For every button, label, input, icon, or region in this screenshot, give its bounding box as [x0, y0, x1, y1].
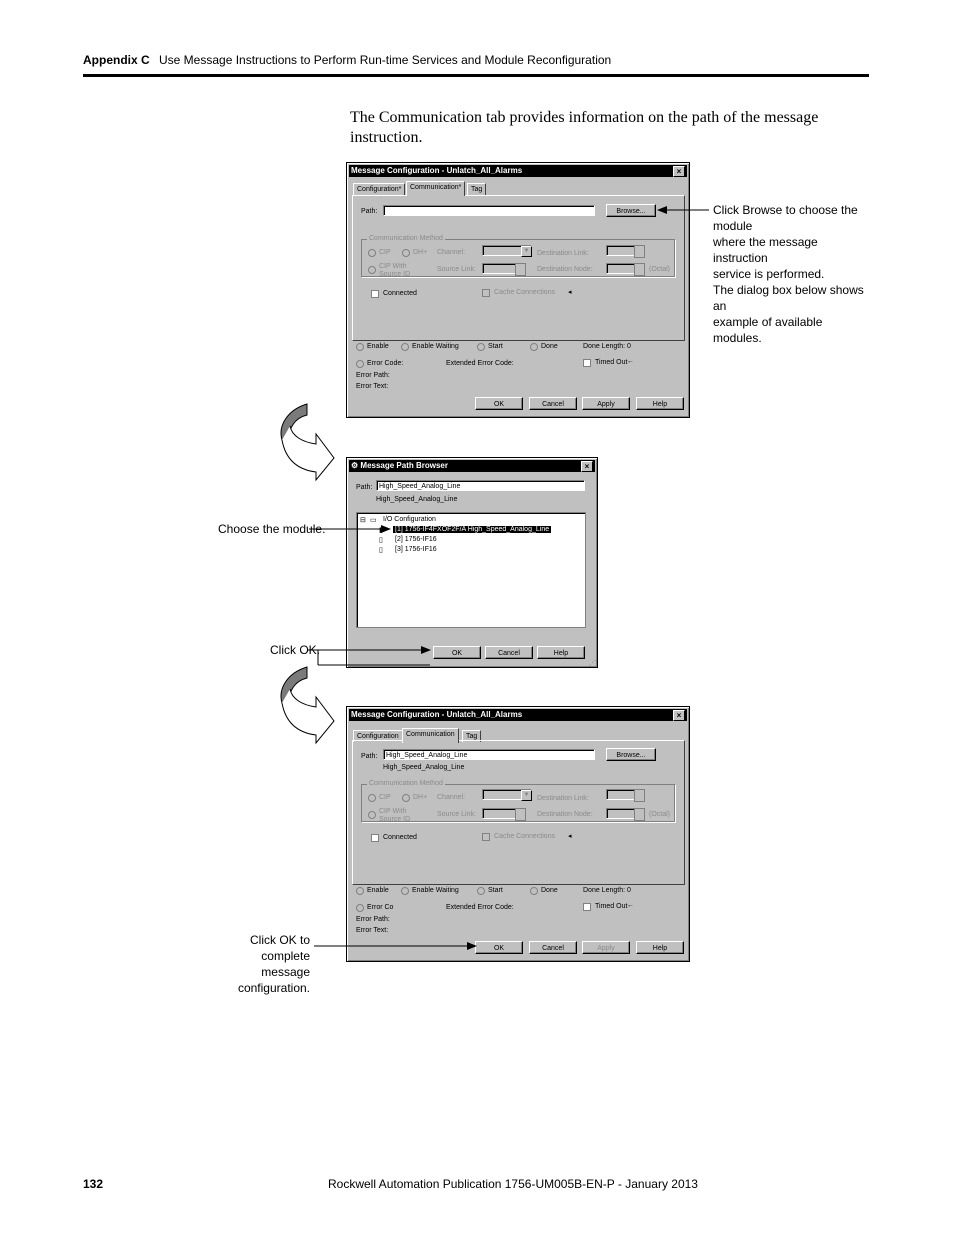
connected-label: Connected [383, 834, 417, 841]
chapter-title: Use Message Instructions to Perform Run-time Services and Module Reconfiguration [159, 53, 612, 67]
apply-button[interactable]: Apply [582, 941, 630, 954]
dhplus-label: DH+ [413, 249, 428, 256]
done-length-label: Done Length: 0 [583, 343, 631, 350]
cancel-button[interactable]: Cancel [529, 941, 577, 954]
module-icon: ▯ [379, 537, 383, 544]
cache-connections-label: Cache Connections [494, 833, 556, 840]
tab-configuration[interactable]: Configuration* [353, 183, 405, 195]
extended-error-label: Extended Error Code: [446, 360, 514, 367]
timed-out-label: Timed Out [595, 359, 628, 366]
error-path-label: Error Path: [356, 372, 390, 379]
tree-node-module-2[interactable]: [2] 1756-IF16 [395, 536, 437, 543]
communication-method-label: Communication Method [369, 235, 443, 242]
chevron-down-icon[interactable]: ▼ [521, 790, 532, 801]
close-icon[interactable]: × [673, 166, 685, 177]
communication-method-label: Communication Method [369, 780, 443, 787]
resize-grip-icon[interactable]: ⋰ [589, 660, 596, 667]
apply-button[interactable]: Apply [582, 397, 630, 410]
ok-button[interactable]: OK [475, 941, 523, 954]
done-label: Done [541, 887, 558, 894]
callout-line: example of available modules. [713, 315, 823, 345]
enable-label: Enable [367, 343, 389, 350]
start-label: Start [488, 887, 503, 894]
tab-communication[interactable]: Communication [402, 728, 459, 743]
path-input[interactable]: High_Speed_Analog_Line [376, 480, 585, 491]
arrow-left-icon: ◂ [568, 289, 572, 296]
flow-arrow-icon [281, 404, 334, 480]
callout-line: message configuration. [237, 965, 310, 995]
cip-label: CIP [379, 794, 391, 801]
channel-label: Channel: [437, 249, 466, 256]
module-icon: ▮ [379, 527, 383, 534]
choose-module-callout: Choose the module. [218, 522, 326, 536]
ok-button[interactable]: OK [433, 646, 481, 659]
callout-line: Click Browse to choose the module [713, 203, 858, 233]
source-link-label: Source Link: [437, 266, 476, 273]
close-icon[interactable]: × [673, 710, 685, 721]
tab-tag[interactable]: Tag [462, 730, 481, 742]
dhplus-label: DH+ [413, 794, 428, 801]
callout-line: where the message instruction [713, 235, 818, 265]
intro-paragraph: The Communication tab provides information on the path of the message instruction. [350, 109, 819, 146]
click-ok-callout: Click OK. [270, 643, 321, 657]
arrow-left-icon: ← [627, 358, 634, 365]
help-button[interactable]: Help [636, 941, 684, 954]
dialog-title: Message Configuration - Unlatch_All_Alarms [351, 166, 523, 175]
arrow-left-icon: ← [627, 902, 634, 909]
publication-info: Rockwell Automation Publication 1756-UM005B-EN-P - January 2013 [328, 1177, 698, 1191]
cip-label: CIP [379, 249, 391, 256]
octal-label: (Octal) [649, 266, 670, 273]
tree-node-module-3[interactable]: [3] 1756-IF16 [395, 546, 437, 553]
cache-connections-label: Cache Connections [494, 289, 556, 296]
dialog-title: Message Path Browser [360, 461, 448, 470]
error-code-label: Error Co [367, 904, 394, 911]
path-resolved-label: High_Speed_Analog_Line [383, 764, 465, 771]
path-label: Path: [361, 753, 378, 760]
browse-button[interactable]: Browse... [606, 204, 656, 217]
tree-collapse-icon[interactable]: ⊟ [360, 517, 366, 524]
tree-node-io-configuration[interactable]: I/O Configuration [383, 516, 436, 523]
app-icon: ⚙ [351, 461, 361, 470]
tab-tag[interactable]: Tag [467, 183, 486, 195]
tab-communication[interactable]: Communication* [406, 181, 465, 196]
cip-source-label: CIP With Source ID [379, 808, 411, 823]
ok-button[interactable]: OK [475, 397, 523, 410]
page-number: 132 [83, 1177, 104, 1191]
callout-line: Click OK to complete [249, 933, 310, 963]
tree-node-module-1[interactable]: [1] 1756-IF4FXOF2F/A High_Speed_Analog_Line [395, 526, 550, 533]
octal-label: (Octal) [649, 811, 670, 818]
error-text-label: Error Text: [356, 383, 389, 390]
appendix-label: Appendix C [83, 53, 150, 67]
path-input[interactable]: High_Speed_Analog_Line [383, 749, 595, 760]
destination-link-label: Destination Link: [537, 795, 589, 802]
help-button[interactable]: Help [537, 646, 585, 659]
extended-error-label: Extended Error Code: [446, 904, 514, 911]
flow-arrow-icon [281, 667, 334, 743]
close-icon[interactable]: × [581, 461, 593, 472]
done-length-label: Done Length: 0 [583, 887, 631, 894]
path-label: Path: [361, 208, 378, 215]
module-icon: ▯ [379, 547, 383, 554]
help-button[interactable]: Help [636, 397, 684, 410]
channel-label: Channel: [437, 794, 466, 801]
error-text-label: Error Text: [356, 927, 389, 934]
timed-out-label: Timed Out [595, 903, 628, 910]
callout-line: The dialog box below shows an [713, 283, 864, 313]
folder-icon: ▭ [370, 517, 377, 524]
cancel-button[interactable]: Cancel [485, 646, 533, 659]
cip-source-label: CIP With Source ID [379, 263, 411, 278]
dialog-title: Message Configuration - Unlatch_All_Alarms [351, 710, 523, 719]
error-path-label: Error Path: [356, 916, 390, 923]
path-label: Path: [356, 484, 373, 491]
arrow-left-icon: ◂ [568, 833, 572, 840]
connected-label: Connected [383, 290, 417, 297]
destination-link-label: Destination Link: [537, 250, 589, 257]
path-resolved-label: High_Speed_Analog_Line [376, 496, 458, 503]
destination-node-label: Destination Node: [537, 811, 593, 818]
browse-button[interactable]: Browse... [606, 748, 656, 761]
cancel-button[interactable]: Cancel [529, 397, 577, 410]
done-label: Done [541, 343, 558, 350]
tab-configuration[interactable]: Configuration [353, 730, 403, 742]
chevron-down-icon[interactable]: ▼ [521, 246, 532, 257]
callout-line: service is performed. [713, 267, 825, 281]
source-link-label: Source Link: [437, 811, 476, 818]
enable-waiting-label: Enable Waiting [412, 343, 459, 350]
start-label: Start [488, 343, 503, 350]
enable-label: Enable [367, 887, 389, 894]
enable-waiting-label: Enable Waiting [412, 887, 459, 894]
destination-node-label: Destination Node: [537, 266, 593, 273]
error-code-label: Error Code: [367, 360, 404, 367]
